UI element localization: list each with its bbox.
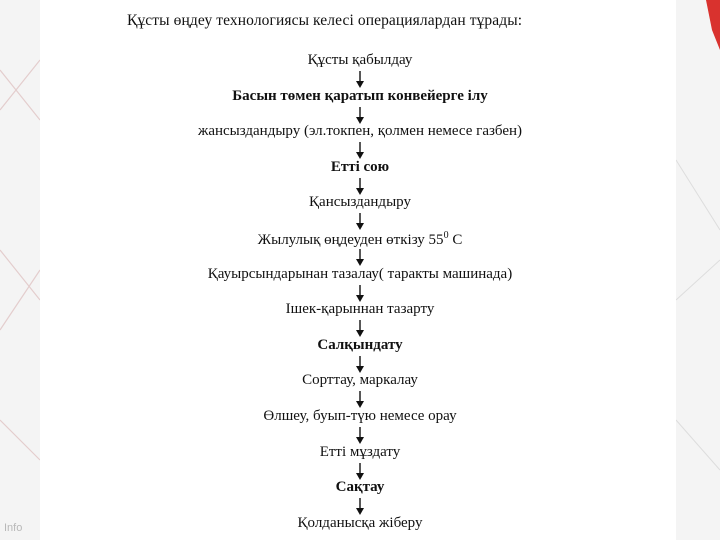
flow-step-8: Ішек-қарыннан тазарту xyxy=(285,301,435,318)
brand-watermark: Info xyxy=(4,522,23,534)
flow-step-14: Қолданысқа жіберу xyxy=(297,514,423,531)
flow-step-6: Жылулық өңдеуден өткізу $55^0$ С xyxy=(257,230,463,248)
flow-step-5: Қансыздандыру xyxy=(309,194,411,211)
flow-arrow-11 xyxy=(354,427,366,445)
flow-arrow-7 xyxy=(354,285,366,303)
flow-step-10: Сорттау, маркалау xyxy=(302,372,418,389)
temperature-unit: С xyxy=(448,232,463,248)
flow-step-3: жансыздандыру (эл.токпен, қолмен немесе газбен) xyxy=(197,123,523,140)
flow-step-7: Қауырсындарынан тазалау( таракты машинада) xyxy=(207,265,513,282)
flow-arrow-10 xyxy=(354,391,366,409)
flow-step-9: Салқындату xyxy=(317,336,403,353)
flow-arrow-13 xyxy=(354,498,366,516)
flow-step-12: Етті мұздату xyxy=(319,443,401,460)
flow-arrow-3 xyxy=(354,142,366,160)
flow-step-1: Құсты қабылдау xyxy=(307,52,413,68)
flow-arrow-2 xyxy=(354,107,366,125)
flow-arrow-8 xyxy=(354,320,366,338)
flow-arrow-5 xyxy=(354,213,366,231)
flow-step-13: Сақтау xyxy=(335,479,385,496)
temperature-degree: 0 xyxy=(443,230,449,241)
flow-step-4: Етті сою xyxy=(330,158,390,175)
flow-arrow-9 xyxy=(354,356,366,374)
flow-step-11: Өлшеу, буып-түю немесе орау xyxy=(263,408,457,424)
flow-arrow-6 xyxy=(354,249,366,267)
diagram-title: Құсты өңдеу технологиясы келесі операциялардан тұрады: xyxy=(127,12,523,29)
flow-arrow-1 xyxy=(354,71,366,89)
flow-step-2: Басын төмен қаратып конвейерге ілу xyxy=(232,87,488,104)
flow-arrow-12 xyxy=(354,463,366,481)
flow-arrow-4 xyxy=(354,178,366,196)
